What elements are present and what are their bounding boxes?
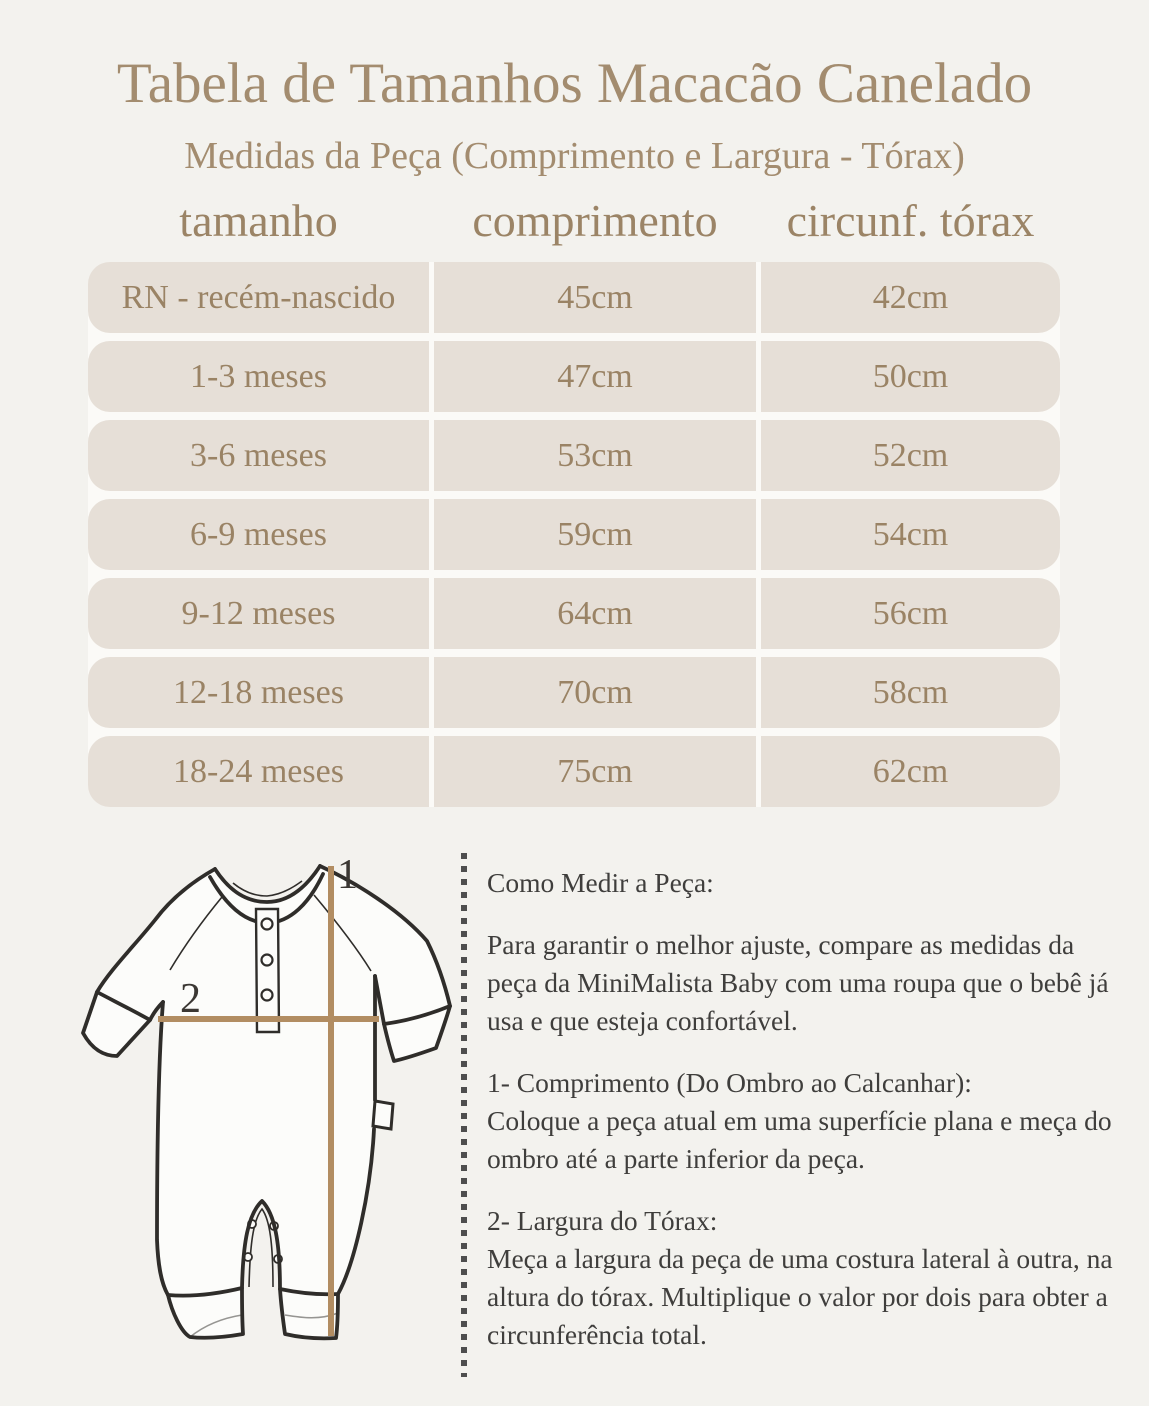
chest-cell: 50cm: [761, 341, 1060, 412]
chest-cell: 62cm: [761, 736, 1060, 807]
length-cell: 70cm: [434, 657, 756, 728]
step2-text: Meça a largura da peça de uma costura lateral à outra, na altura do tórax. Multiplique o valor por dois para obter a circunferência total.: [487, 1243, 1113, 1350]
header-length: comprimento: [472, 194, 718, 246]
page-title: Tabela de Tamanhos Macacão Canelado: [116, 52, 1033, 115]
table-row: [88, 262, 1060, 333]
size-cell: 6-9 meses: [88, 499, 429, 570]
chest-cell: 52cm: [761, 420, 1060, 491]
measure-label-2: 2: [180, 976, 201, 1022]
table-row: [88, 736, 1060, 807]
length-cell: 75cm: [434, 736, 756, 807]
table-row: [88, 420, 1060, 491]
length-cell: 64cm: [434, 578, 756, 649]
size-cell: 12-18 meses: [88, 657, 429, 728]
length-cell: 59cm: [434, 499, 756, 570]
table-row: [88, 341, 1060, 412]
chest-cell: 58cm: [761, 657, 1060, 728]
chest-cell: 56cm: [761, 578, 1060, 649]
size-cell: 3-6 meses: [88, 420, 429, 491]
size-cell: 1-3 meses: [88, 341, 429, 412]
measuring-instructions: [487, 864, 1119, 1354]
length-cell: 53cm: [434, 420, 756, 491]
howto-heading: Como Medir a Peça:: [487, 867, 714, 898]
page-subtitle: Medidas da Peça (Comprimento e Largura - Tórax): [184, 135, 965, 177]
measure-label-1: 1: [337, 852, 358, 898]
length-cell: 47cm: [434, 341, 756, 412]
size-cell: 18-24 meses: [88, 736, 429, 807]
size-cell: 9-12 meses: [88, 578, 429, 649]
header-chest: circunf. tórax: [786, 194, 1035, 246]
table-header-row: [88, 192, 1060, 248]
button-placket: [256, 909, 279, 1032]
table-row: [88, 657, 1060, 728]
baby-romper-diagram: [55, 845, 475, 1406]
chest-cell: 54cm: [761, 499, 1060, 570]
howto-intro: Para garantir o melhor ajuste, compare as medidas da peça da MiniMalista Baby com uma roupa que o bebê já usa e que esteja confortável.: [487, 929, 1109, 1036]
step2-title: 2- Largura do Tórax:: [487, 1205, 718, 1236]
chest-cell: 42cm: [761, 262, 1060, 333]
dotted-divider: [461, 853, 467, 1377]
header-size: tamanho: [179, 194, 338, 246]
size-cell: RN - recém-nascido: [88, 262, 429, 333]
step1-title: 1- Comprimento (Do Ombro ao Calcanhar):: [487, 1067, 972, 1098]
table-row: [88, 578, 1060, 649]
length-cell: 45cm: [434, 262, 756, 333]
step1-text: Coloque a peça atual em uma superfície plana e meça do ombro até a parte inferior da peça.: [487, 1105, 1112, 1174]
table-row: [88, 499, 1060, 570]
howto-step-1: [487, 1064, 1119, 1178]
howto-step-2: [487, 1202, 1119, 1354]
size-table: [88, 262, 1060, 807]
side-tag: [373, 1101, 393, 1129]
